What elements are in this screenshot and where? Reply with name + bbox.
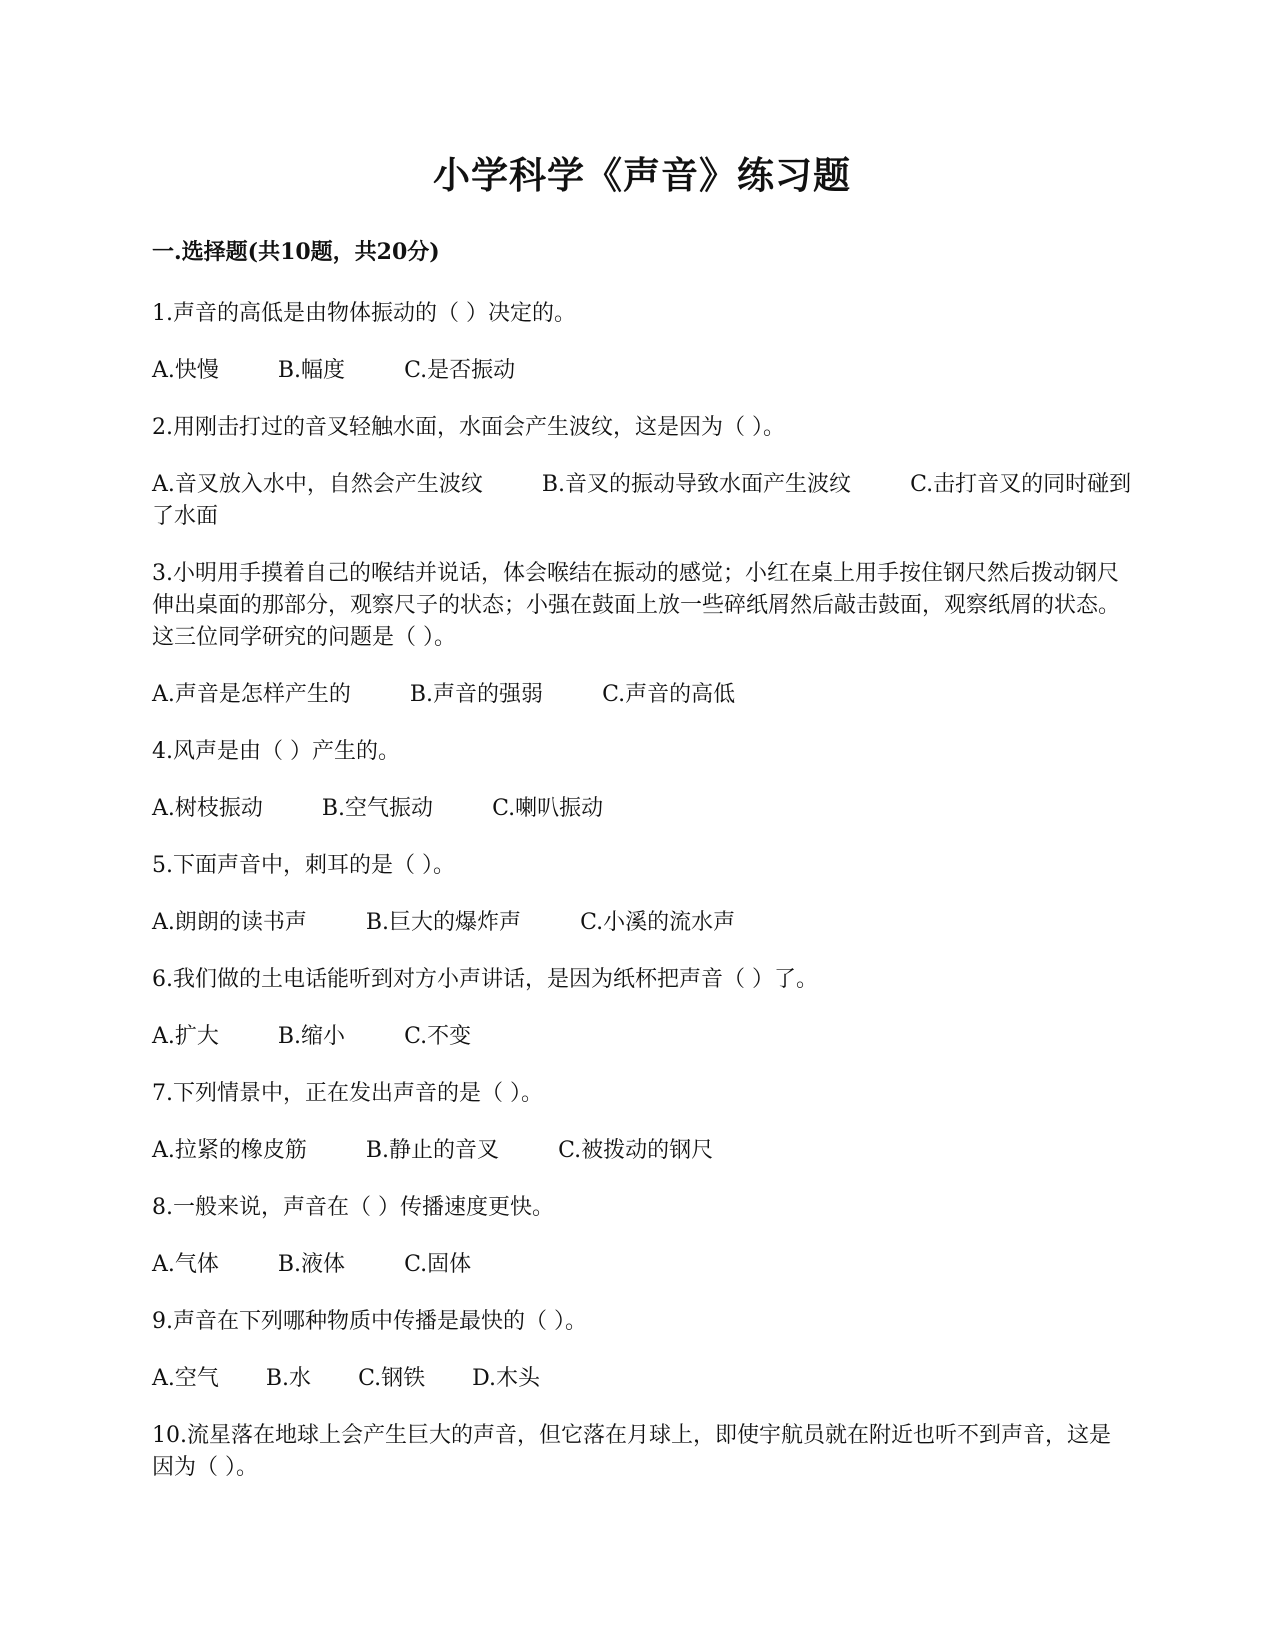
question-stem: 2.用刚击打过的音叉轻触水面，水面会产生波纹，这是因为（ ）。 <box>152 415 785 440</box>
option-c: C.小溪的流水声 <box>580 910 736 935</box>
option-c: C.钢铁 <box>358 1366 426 1391</box>
page-title: 小学科学《声音》练习题 <box>433 153 851 197</box>
option-row <box>152 1249 1132 1281</box>
section-heading: 一.选择题(共10题，共20分) <box>152 239 440 265</box>
question-2 <box>152 412 1132 533</box>
option-c: C.固体 <box>404 1252 472 1277</box>
question-stem: 7.下列情景中，正在发出声音的是（ ）。 <box>152 1081 543 1106</box>
question-stem: 8.一般来说，声音在（ ）传播速度更快。 <box>152 1195 554 1220</box>
option-b: B.缩小 <box>277 1024 346 1049</box>
option-b: B.静止的音叉 <box>365 1138 500 1163</box>
question-1 <box>152 298 1132 387</box>
document-page <box>152 0 1132 1650</box>
option-row <box>152 1363 1132 1395</box>
option-c: C.是否振动 <box>404 358 516 383</box>
option-b: B.幅度 <box>277 358 346 383</box>
option-b: B.水 <box>265 1366 312 1391</box>
question-9 <box>152 1306 1132 1395</box>
question-stem: 9.声音在下列哪种物质中传播是最快的（ ）。 <box>152 1309 587 1334</box>
question-6 <box>152 964 1132 1053</box>
question-stem: 4.风声是由（ ）产生的。 <box>152 739 400 764</box>
question-stem: 10.流星落在地球上会产生巨大的声音，但它落在月球上，即使宇航员就在附近也听不到声音，这是因为（ ）。 <box>152 1423 1111 1480</box>
question-7 <box>152 1078 1132 1167</box>
option-a: A.树枝振动 <box>152 796 263 821</box>
option-row <box>152 469 1132 533</box>
option-b: B.空气振动 <box>321 796 434 821</box>
option-b: B.声音的强弱 <box>409 682 544 707</box>
question-list <box>152 298 1132 1509</box>
option-a: A.空气 <box>152 1366 219 1391</box>
option-a: A.快慢 <box>152 358 219 383</box>
option-c: C.声音的高低 <box>602 682 736 707</box>
option-a: A.朗朗的读书声 <box>152 910 307 935</box>
option-row <box>152 1135 1132 1167</box>
option-row <box>152 355 1132 387</box>
option-a: A.拉紧的橡皮筋 <box>152 1138 307 1163</box>
question-stem: 1.声音的高低是由物体振动的（ ）决定的。 <box>152 301 576 326</box>
option-b: B.液体 <box>277 1252 346 1277</box>
option-b: B.巨大的爆炸声 <box>365 910 522 935</box>
option-c: C.不变 <box>404 1024 472 1049</box>
option-c: C.击打音叉的同时碰到了水面 <box>152 472 1132 529</box>
question-8 <box>152 1192 1132 1281</box>
question-stem: 3.小明用手摸着自己的喉结并说话，体会喉结在振动的感觉；小红在桌上用手按住钢尺然后拨动钢尺伸出桌面的那部分，观察尺子的状态；小强在鼓面上放一些碎纸屑然后敲击鼓面，观察纸屑的状态。这三位同学研究的问题是（ ）。 <box>152 561 1121 650</box>
question-stem: 5.下面声音中，刺耳的是（ ）。 <box>152 853 455 878</box>
option-a: A.音叉放入水中，自然会产生波纹 <box>152 472 483 497</box>
question-stem: 6.我们做的土电话能听到对方小声讲话，是因为纸杯把声音（ ）了。 <box>152 967 818 992</box>
question-10 <box>152 1420 1132 1484</box>
option-c: C.喇叭振动 <box>492 796 604 821</box>
option-row <box>152 907 1132 939</box>
option-a: A.扩大 <box>152 1024 219 1049</box>
option-a: A.声音是怎样产生的 <box>152 682 351 707</box>
option-a: A.气体 <box>152 1252 219 1277</box>
option-row <box>152 1021 1132 1053</box>
option-c: C.被拨动的钢尺 <box>558 1138 714 1163</box>
option-row <box>152 793 1132 825</box>
option-d: D.木头 <box>472 1366 540 1391</box>
question-3 <box>152 558 1132 711</box>
question-5 <box>152 850 1132 939</box>
option-row <box>152 679 1132 711</box>
option-b: B.音叉的振动导致水面产生波纹 <box>541 472 852 497</box>
question-4 <box>152 736 1132 825</box>
